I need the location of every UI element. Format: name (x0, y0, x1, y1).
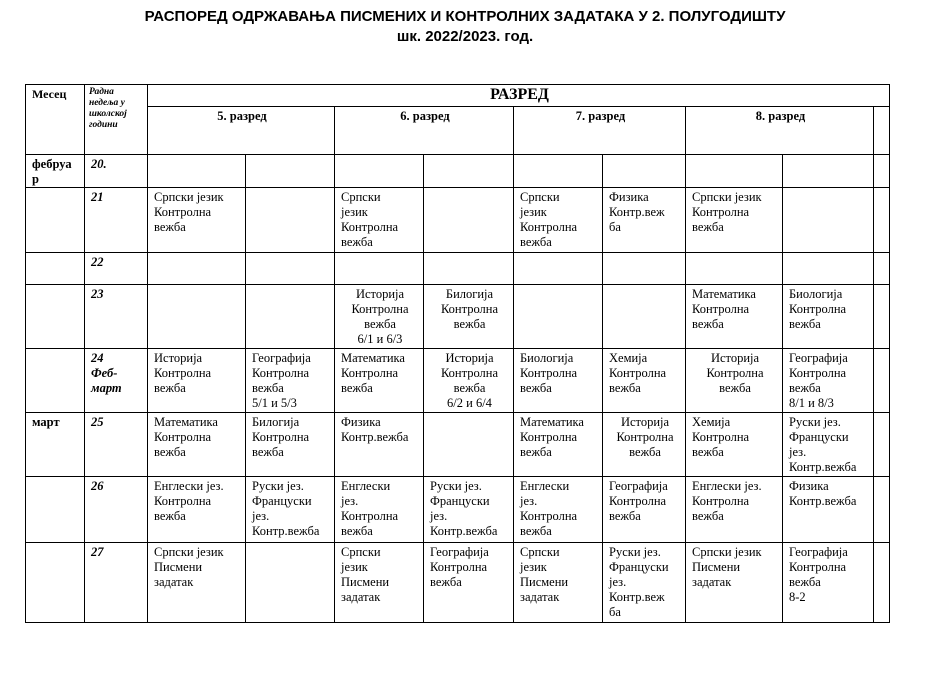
schedule-cell: Физика Контр.вежба (783, 477, 874, 543)
schedule-cell: Хемија Контролна вежба (603, 349, 686, 413)
extra-column-cell (874, 349, 890, 413)
schedule-cell: Историја Контролна вежба 6/1 и 6/3 (335, 285, 424, 349)
schedule-cell: Биологија Контролна вежба (783, 285, 874, 349)
extra-column-cell (874, 155, 890, 188)
table-row (26, 188, 890, 253)
schedule-cell: Географија Контролна вежба 5/1 и 5/3 (246, 349, 335, 413)
schedule-cell: Руски јез. Француски јез. Контр.веж ба (603, 543, 686, 623)
schedule-cell (148, 285, 246, 349)
schedule-cell: Енглески јез. Контролна вежба (686, 477, 783, 543)
month-cell (26, 477, 85, 543)
schedule-cell: Математика Контролна вежба (686, 285, 783, 349)
schedule-cell: Географија Контролна вежба (603, 477, 686, 543)
schedule-table (25, 84, 890, 623)
table-row (26, 253, 890, 285)
grade-8-header: 8. разред (686, 107, 874, 155)
schedule-cell: Биологија Контролна вежба (514, 349, 603, 413)
schedule-cell (783, 188, 874, 253)
school-year: шк. 2022/2023. год. (396, 28, 534, 45)
schedule-cell (686, 253, 783, 285)
schedule-cell: Руски јез. Француски јез. Контр.вежба (246, 477, 335, 543)
schedule-cell (424, 155, 514, 188)
schedule-cell (514, 253, 603, 285)
schedule-cell: Математика Контролна вежба (148, 413, 246, 477)
schedule-cell: Српски језик Контролна вежба (335, 188, 424, 253)
schedule-cell: Билогија Контролнa вежба (424, 285, 514, 349)
schedule-cell (603, 285, 686, 349)
schedule-cell (424, 253, 514, 285)
schedule-cell (335, 253, 424, 285)
grade-7-header: 7. разред (514, 107, 686, 155)
schedule-cell (783, 155, 874, 188)
schedule-cell (246, 543, 335, 623)
schedule-cell (514, 285, 603, 349)
extra-column-cell (874, 477, 890, 543)
schedule-cell: Географија Контролна вежба (424, 543, 514, 623)
schedule-cell: Математика Контролна вежба (335, 349, 424, 413)
schedule-cell (246, 188, 335, 253)
table-row (26, 413, 890, 477)
month-cell (26, 188, 85, 253)
schedule-cell: Математика Контролна вежба (514, 413, 603, 477)
month-cell: март (26, 413, 85, 477)
schedule-cell (335, 155, 424, 188)
schedule-cell (246, 253, 335, 285)
month-cell (26, 543, 85, 623)
table-row (26, 477, 890, 543)
week-cell: 20. (85, 155, 148, 188)
schedule-cell: Историја Контролна вежба (148, 349, 246, 413)
schedule-cell: Енглески јез. Контролна вежба (335, 477, 424, 543)
schedule-cell: Српски језик Контролна вежба (148, 188, 246, 253)
month-cell (26, 285, 85, 349)
week-cell: 23 (85, 285, 148, 349)
week-cell: 26 (85, 477, 148, 543)
week-cell: 27 (85, 543, 148, 623)
schedule-cell (603, 253, 686, 285)
schedule-cell (603, 155, 686, 188)
table-row (26, 155, 890, 188)
schedule-cell: Енглески јез. Контролна вежба (514, 477, 603, 543)
schedule-cell (424, 188, 514, 253)
table-row (26, 543, 890, 623)
schedule-cell (424, 413, 514, 477)
schedule-cell (514, 155, 603, 188)
schedule-cell: Српски језик Писмени задатак (148, 543, 246, 623)
extra-column-cell (874, 543, 890, 623)
schedule-cell: Српски језик Писмени задатак (686, 543, 783, 623)
month-cell: фебруа р (26, 155, 85, 188)
extra-column-cell (874, 253, 890, 285)
schedule-cell (148, 253, 246, 285)
table-row (26, 285, 890, 349)
schedule-cell: Историја Контролна вежба (603, 413, 686, 477)
schedule-cell (246, 155, 335, 188)
schedule-cell: Историја Контролна вежба 6/2 и 6/4 (424, 349, 514, 413)
extra-column-cell (874, 413, 890, 477)
schedule-cell: Хемија Контролна вежба (686, 413, 783, 477)
schedule-cell (246, 285, 335, 349)
document-title: РАСПОРЕД ОДРЖАВАЊА ПИСМЕНИХ И КОНТРОЛНИХ ЗАДАТАКА У 2. ПОЛУГОДИШТУ (144, 8, 786, 25)
extra-column-cell (874, 107, 890, 155)
schedule-cell: Билогија Контролна вежба (246, 413, 335, 477)
schedule-cell: Српски језик Писмени задатак (514, 543, 603, 623)
schedule-cell: Руски јез. Француски јез. Контр.вежба (424, 477, 514, 543)
week-cell: 22 (85, 253, 148, 285)
week-cell: 21 (85, 188, 148, 253)
grade-6-header: 6. разред (335, 107, 514, 155)
schedule-cell: Српски језик Писмени задатак (335, 543, 424, 623)
schedule-cell: Историја Контролна вежба (686, 349, 783, 413)
schedule-cell: Физика Контр.веж ба (603, 188, 686, 253)
week-column-header: Радна недеља у школској години (85, 85, 148, 155)
schedule-cell: Српски језик Контролна вежба (686, 188, 783, 253)
month-cell (26, 349, 85, 413)
schedule-cell (783, 253, 874, 285)
month-column-header: Месец (26, 85, 85, 155)
schedule-cell: Српски језик Контролна вежба (514, 188, 603, 253)
schedule-cell (686, 155, 783, 188)
schedule-cell: Енглески јез. Контролна вежба (148, 477, 246, 543)
extra-column-cell (874, 188, 890, 253)
week-cell: 24 Феб- март (85, 349, 148, 413)
grade-group-header: РАЗРЕД (148, 85, 890, 107)
week-cell: 25 (85, 413, 148, 477)
month-cell (26, 253, 85, 285)
table-row (26, 349, 890, 413)
schedule-cell (148, 155, 246, 188)
grade-5-header: 5. разред (148, 107, 335, 155)
schedule-cell: Физика Контр.вежба (335, 413, 424, 477)
schedule-cell: Географија Контролна вежба 8-2 (783, 543, 874, 623)
schedule-cell: Географија Контролна вежба 8/1 и 8/3 (783, 349, 874, 413)
extra-column-cell (874, 285, 890, 349)
schedule-cell: Руски јез. Француски јез. Контр.вежба (783, 413, 874, 477)
